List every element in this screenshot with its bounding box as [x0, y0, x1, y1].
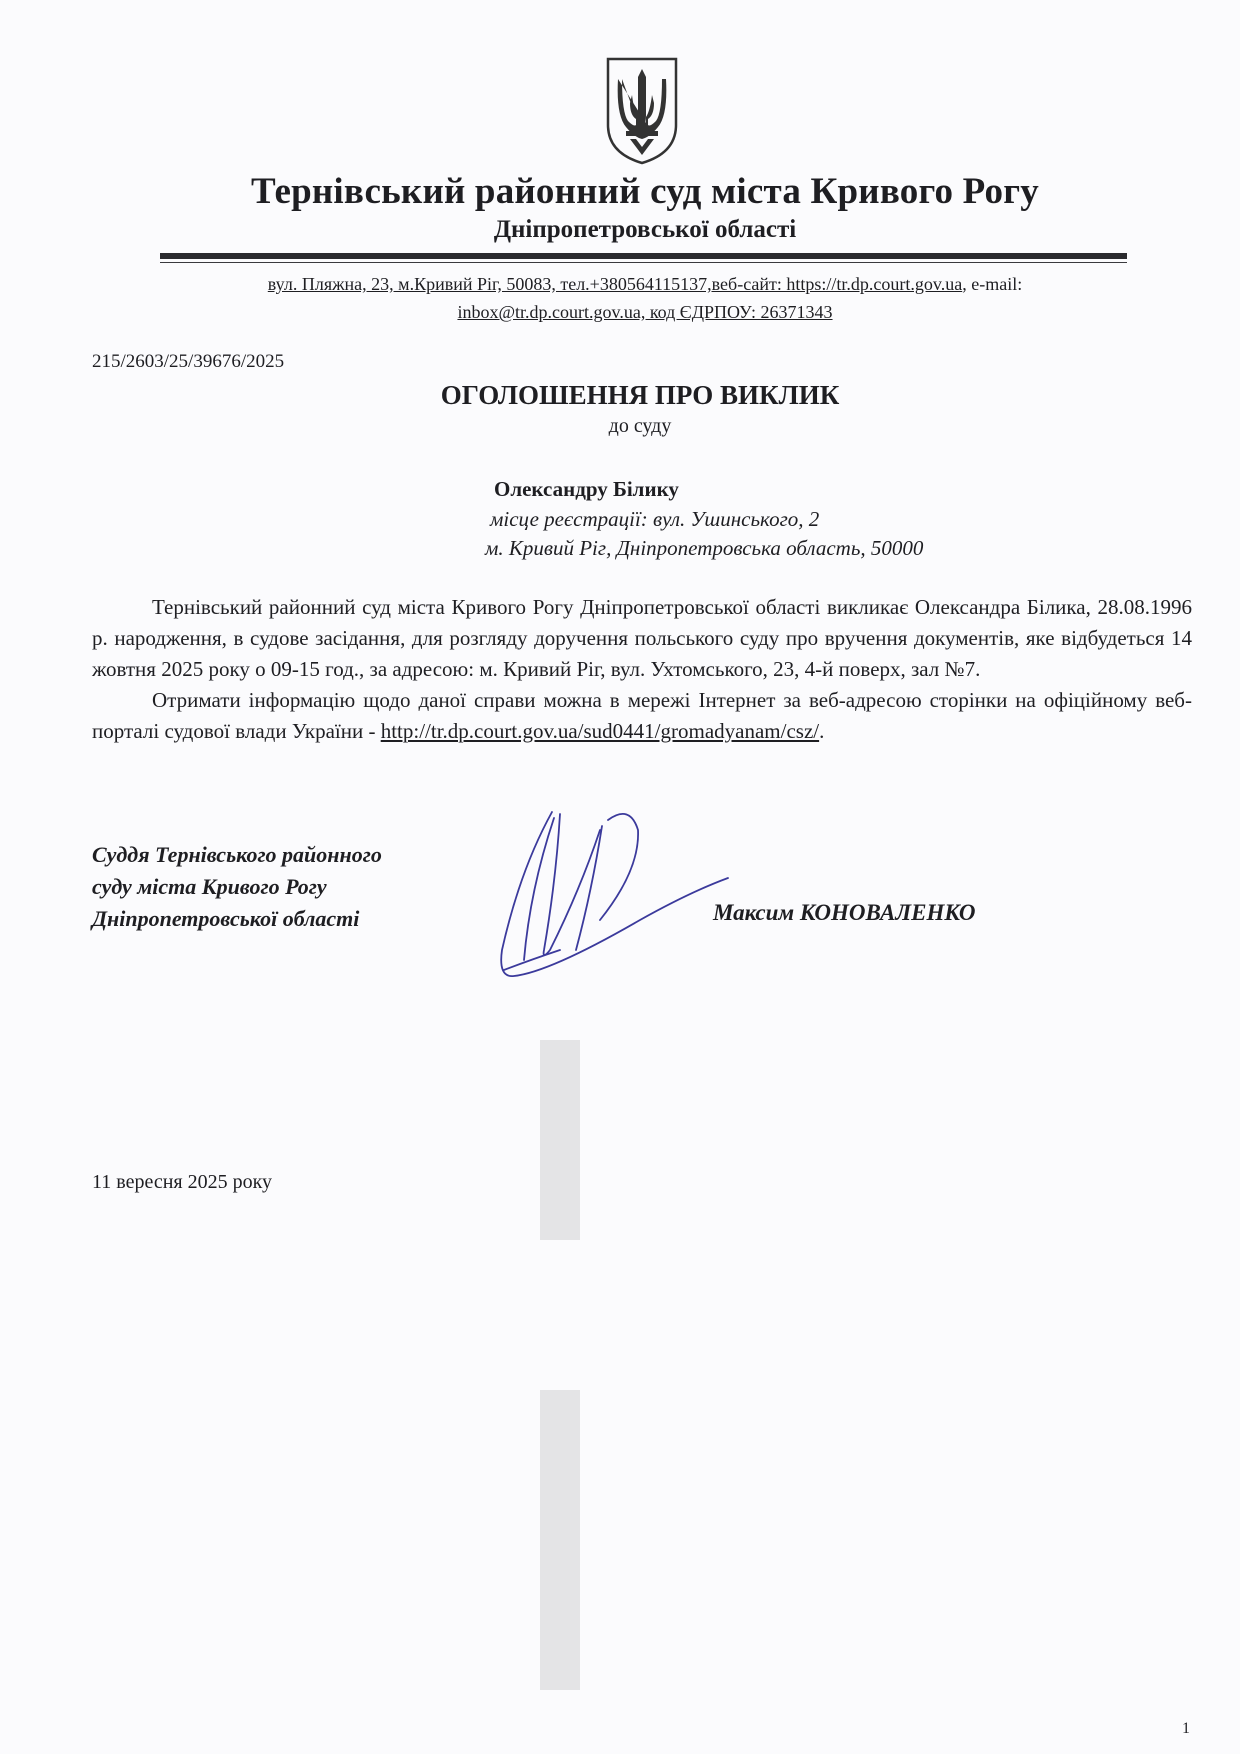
paragraph-2-end: .: [819, 719, 825, 743]
court-name: Тернівський районний суд міста Кривого Рогу: [251, 171, 1039, 212]
header-divider: [160, 253, 1127, 259]
page-number: 1: [1182, 1720, 1190, 1737]
court-contacts-line2: [130, 302, 1160, 323]
notice-paragraph-2: [92, 685, 1192, 747]
addressee-name: Олександру Білику: [494, 477, 679, 501]
judge-title-line3: Дніпропетровської області: [92, 906, 360, 931]
notice-body: [92, 592, 1192, 747]
court-address-and-website[interactable]: вул. Пляжна, 23, м.Кривий Ріг, 50083, тел.+380564115137,веб-сайт: https://tr.dp.court.gov.ua: [267, 274, 963, 294]
court-email-and-code[interactable]: inbox@tr.dp.court.gov.ua, код ЄДРПОУ: 26371343: [457, 302, 833, 322]
judge-title: [92, 839, 382, 935]
judge-signature: [490, 800, 750, 990]
court-region: Дніпропетровської області: [493, 216, 797, 243]
scan-artifact: [540, 1390, 580, 1690]
paragraph-2-text: Отримати інформацію щодо даної справи можна в мережі Інтернет за веб-адресою сторінки на офіційному веб-порталі судової влади України -: [92, 688, 1192, 743]
court-contacts-line1: [130, 274, 1160, 295]
tryzub-coat-of-arms-icon: [602, 55, 682, 167]
notice-paragraph-1: Тернівський районний суд міста Кривого Рогу Дніпропетровської області викликає Олександра Білика, 28.08.1996 р. народження, в судове засідання, для розгляду доручення польського суду про вручення документів, яке відбудеться 14 жовтня 2025 року о 09-15 год., за адресою: м. Кривий Ріг, вул. Ухтомського, 23, 4-й поверх, зал №7.: [92, 595, 1192, 681]
case-info-link[interactable]: http://tr.dp.court.gov.ua/sud0441/gromadyanam/csz/: [380, 719, 820, 743]
email-label: , e-mail:: [962, 274, 1023, 294]
addressee-address-line1: місце реєстрації: вул. Ушинського, 2: [490, 507, 820, 531]
scan-artifact: [540, 1040, 580, 1240]
judge-title-line2: суду міста Кривого Рогу: [92, 874, 327, 899]
addressee-address-line2: м. Кривий Ріг, Дніпропетровська область, 50000: [485, 536, 924, 560]
document-date: 11 вересня 2025 року: [92, 1171, 273, 1193]
reference-number: 215/2603/25/39676/2025: [92, 351, 285, 372]
document-title: ОГОЛОШЕННЯ ПРО ВИКЛИК: [440, 380, 840, 410]
header-divider-thin: [160, 262, 1127, 263]
document-subtitle: до суду: [608, 415, 672, 437]
judge-title-line1: Суддя Тернівського районного: [92, 842, 382, 867]
judge-name: Максим КОНОВАЛЕНКО: [713, 900, 976, 925]
